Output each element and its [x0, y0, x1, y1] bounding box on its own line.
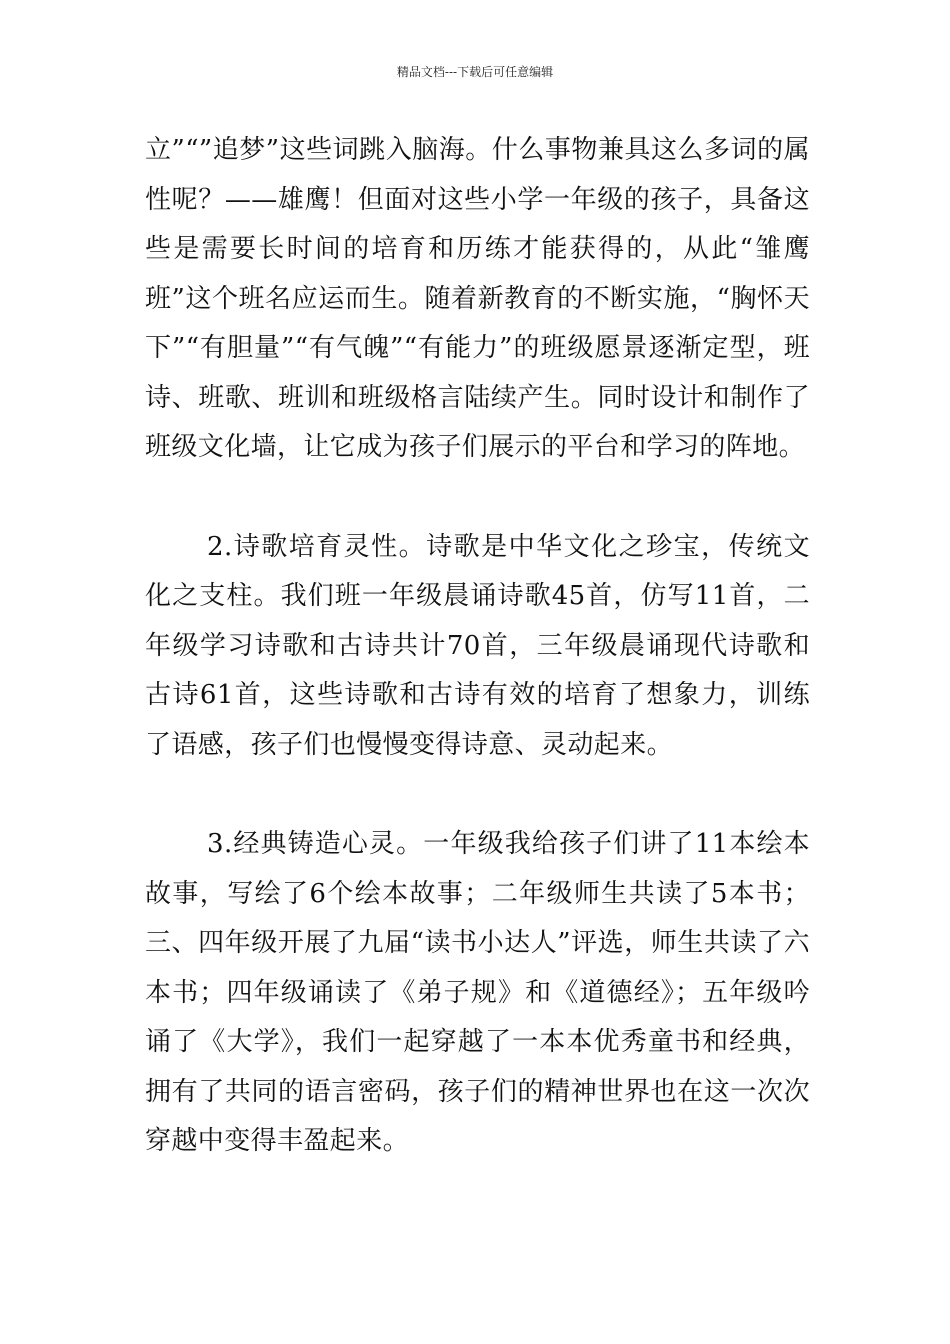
- page-header: 精品文档---下载后可任意编辑: [396, 65, 554, 79]
- document-body: [145, 126, 810, 1167]
- paragraph-gap: [145, 473, 810, 523]
- paragraph-gap: [145, 770, 810, 820]
- paragraph-class-name: 立”“”追梦”这些词跳入脑海。什么事物兼具这么多词的属性呢？——雄鹰！但面对这些小学一年级的孩子，具备这些是需要长时间的培育和历练才能获得的，从此“雏鹰班”这个班名应运而生。随着新教育的不断实施，“胸怀天下”“有胆量”“有气魄”“有能力”的班级愿景逐渐定型，班诗、班歌、班训和班级格言陆续产生。同时设计和制作了班级文化墙，让它成为孩子们展示的平台和学习的阵地。: [145, 135, 810, 462]
- paragraph-poetry: 2.诗歌培育灵性。诗歌是中华文化之珍宝，传统文化之支柱。我们班一年级晨诵诗歌45首，仿写11首，二年级学习诗歌和古诗共计70首，三年级晨诵现代诗歌和古诗61首，这些诗歌和古诗有效的培育了想象力，训练了语感，孩子们也慢慢变得诗意、灵动起来。: [145, 531, 810, 760]
- paragraph-classics: 3.经典铸造心灵。一年级我给孩子们讲了11本绘本故事，写绘了6个绘本故事；二年级师生共读了5本书；三、四年级开展了九届“读书小达人”评选，师生共读了六本书；四年级诵读了《弟子规》和《道德经》；五年级吟诵了《大学》，我们一起穿越了一本本优秀童书和经典，拥有了共同的语言密码，孩子们的精神世界也在这一次次穿越中变得丰盈起来。: [145, 829, 810, 1156]
